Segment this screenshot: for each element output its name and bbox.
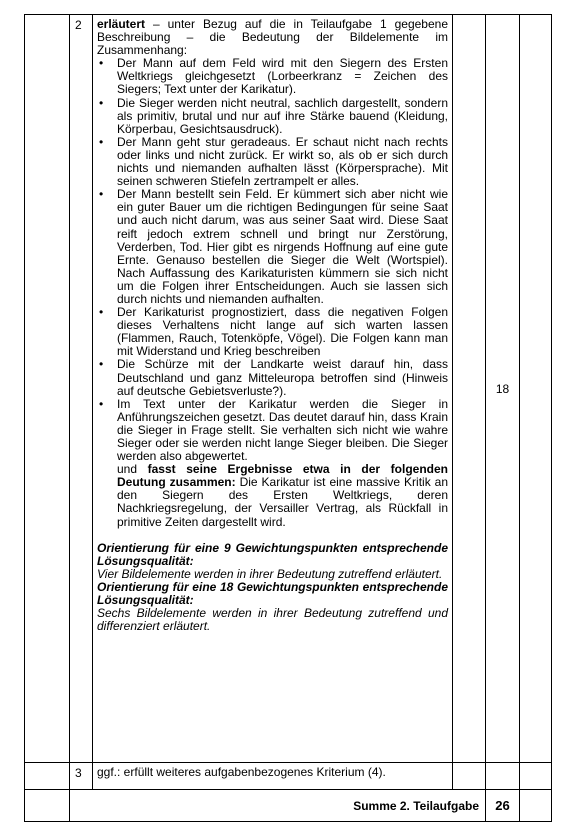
empty-cell bbox=[453, 15, 486, 763]
criterion-text: ggf.: erfüllt weiteres aufgabenbezogenes Kriterium (4). bbox=[93, 763, 453, 790]
list-item: • Der Mann geht stur geradeaus. Er schaut nicht nach rechts oder links und nicht zurück. Er wirkt so, als ob er sich durch nichts und niemanden aufhalten lässt (Körpersprache). Mit seinen schweren Stiefeln zertrampelt er alles. bbox=[97, 136, 448, 188]
empty-cell bbox=[25, 15, 70, 763]
orientation-18-text: Sechs Bildelemente werden in ihrer Bedeutung zutreffend und differenziert erläutert. bbox=[97, 606, 448, 634]
orientation-9-heading: Orientierung für eine 9 Gewichtungspunkten entsprechende Lösungsqualität: bbox=[97, 540, 448, 568]
table-row bbox=[25, 15, 552, 763]
sum-value: 26 bbox=[486, 790, 520, 822]
empty-cell bbox=[453, 763, 486, 790]
max-points: 18 bbox=[486, 15, 520, 763]
sum-row bbox=[25, 790, 552, 822]
table-row bbox=[25, 763, 552, 790]
list-item: • Die Sieger werden nicht neutral, sachlich dargestellt, sondern als primitiv, brutal und nur auf ihre Stärke bauend (Kleidung, Körperbau, Gesichtsausdruck). bbox=[97, 97, 448, 136]
orientation-18-heading: Orientierung für eine 18 Gewichtungspunkten entsprechende Lösungsqualität: bbox=[97, 579, 448, 608]
list-item: • Der Mann auf dem Feld wird mit den Siegern des Ersten Weltkriegs gleichgesetzt (Lorbeerkranz = Zeichen des Siegers; Text unter der Karikatur). bbox=[97, 57, 448, 96]
list-item: • Der Mann bestellt sein Feld. Er kümmert sich aber nicht wie ein guter Bauer um die richtigen Bedingungen für seine Saat und auch nicht darum, was aus seiner Saat wird. Diese Saat reift jedoch extrem schnell und bringt nur Zerstörung, Verderben, Tod. Hier gibt es nirgends Hoffnung auf eine gute Ernte. Genauso bestellen die Sieger die Welt (Wortspiel). Nach Auffassung des Karikaturisten kümmern sie sich nicht um die Folgen ihrer Entscheidungen. Auch sie lassen sich durch nichts und niemanden aufhalten. bbox=[97, 188, 448, 306]
list-item: • Die Schürze mit der Landkarte weist darauf hin, dass Deutschland und ganz Mitteleuropa betroffen sind (Hinweis auf deutsche Gebietsverluste?). bbox=[97, 358, 448, 397]
list-item: • Der Karikaturist prognostiziert, dass die negativen Folgen dieses Verhaltens nicht lange auf sich warten lassen (Flammen, Rauch, Totenköpfe, Vögel). Die Folgen kann man mit Widerstand und Krieg beschreiben bbox=[97, 306, 448, 358]
bullet-list bbox=[97, 57, 448, 463]
orientation-block bbox=[97, 542, 448, 634]
summary-paragraph bbox=[97, 463, 448, 528]
summary-pre: und bbox=[117, 462, 148, 477]
sum-label: Summe 2. Teilaufgabe bbox=[70, 790, 486, 822]
empty-cell bbox=[25, 790, 70, 822]
criterion-text bbox=[93, 15, 453, 763]
intro-bold: erläutert bbox=[97, 17, 146, 31]
criterion-intro bbox=[97, 18, 448, 57]
grading-table bbox=[24, 14, 552, 822]
criterion-number: 2 bbox=[70, 15, 93, 763]
list-item: • Im Text unter der Karikatur werden die Sieger in Anführungszeichen gesetzt. Das deutet darauf hin, dass Krain die Sieger in Frage stellt. Sie verhalten sich nicht wie wahre Sieger oder sie werden nicht lange Sieger bleiben. Die Sieger werden also abgewertet. bbox=[97, 398, 448, 463]
orientation-9-text: Vier Bildelemente werden in ihrer Bedeutung zutreffend erläutert. bbox=[97, 566, 443, 581]
criterion-number: 3 bbox=[70, 763, 93, 790]
empty-cell bbox=[25, 763, 70, 790]
empty-cell bbox=[486, 763, 520, 790]
empty-cell bbox=[520, 15, 552, 763]
summary-bold: fasst seine Ergebnisse etwa in der folgenden Deutung zusammen: bbox=[117, 462, 449, 490]
intro-rest: – unter Bezug auf die in Teilaufgabe 1 gegebene Beschreibung – die Bedeutung der Bildelemente im Zusammenhang: bbox=[97, 17, 448, 58]
summary-rest: Die Karikatur ist eine massive Kritik an den Siegern des Ersten Weltkriegs, deren Nachkriegsregelung, der Versailler Vertrag, als Rückfall in primitive Zeiten dargestellt wird. bbox=[117, 475, 448, 529]
empty-cell bbox=[520, 790, 552, 822]
empty-cell bbox=[520, 763, 552, 790]
